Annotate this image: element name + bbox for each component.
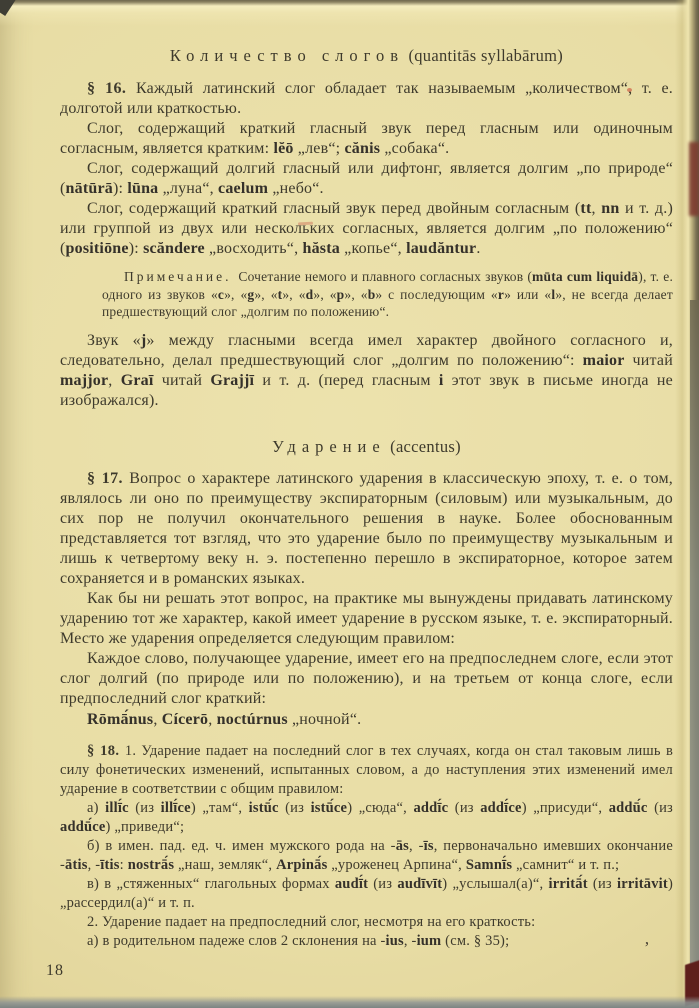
latin-word: irritā́t: [548, 875, 588, 892]
latin-word: addū́c: [608, 799, 648, 816]
heading-russian-part: Количество слогов: [169, 46, 405, 65]
item-18-1b: б) в имен. пад. ед. ч. имен мужского рода на -ās, -īs, первоначально имевших окончание -ātis, -ītis: nostrā́s „наш, земляк“, Arpinā́s „уроженец Арпина“, Samnī́s „самнит“ и т. п.;: [60, 837, 673, 873]
book-spine-red-mark: [689, 142, 699, 216]
latin-word: p: [336, 286, 345, 302]
page-number: 18: [46, 962, 64, 979]
latin-word: laudăntur: [406, 240, 477, 257]
latin-word: Grajjī: [210, 371, 255, 389]
section-mark: § 16.: [87, 80, 137, 97]
para-17-accent-nature: § 17. Вопрос о характере латинского ударения в классическую эпоху, т. е. о том, являлось ли оно по преимуществу экспираторным (силовым) или музыкальным, до сих пор не получил окончательного решения в науке. Более обоснованным представляется тот взгляд, что это ударение было по преимуществу музыкальным и лишь к четвертому веку н. э. постепенно перешло в экспираторное, которое затем сохраняется и в романских языках.: [60, 469, 674, 587]
heading-latin-part: (quantitās syllabārum): [404, 46, 564, 65]
latin-word: istū́c: [248, 799, 279, 816]
heading-syllable-quantity: [60, 46, 673, 66]
latin-word: ītis: [100, 856, 120, 873]
latin-word: addū́ce: [60, 818, 106, 835]
heading-russian-part: Ударение: [272, 436, 386, 456]
book-corner-red-mark: [685, 959, 699, 1007]
latin-word: Cícerō: [161, 710, 209, 728]
latin-word: mūta: [532, 269, 563, 284]
para-accent-rule: Каждое слово, получающее ударение, имеет его на предпоследнем слоге, если этот слог долгий (по природе или по положению), и на третьем от конца слоге, если предпоследний слог краткий:: [60, 649, 673, 707]
latin-word: cănis: [344, 140, 381, 157]
latin-word: ās: [395, 837, 410, 854]
latin-word: nātūrā: [65, 180, 113, 197]
item-18-2a: а) в родительном падеже слов 2 склонения на -ius, -ium (см. § 35);: [87, 932, 510, 949]
latin-word: addī́ce: [480, 799, 522, 816]
latin-word: j: [140, 331, 147, 349]
latin-word: majjor: [60, 371, 109, 389]
latin-word: audī́t: [334, 875, 369, 892]
latin-word: irritāvit: [617, 875, 668, 892]
latin-word: scăndere: [143, 240, 205, 257]
latin-word: ius: [385, 932, 404, 949]
para-sound-j: Звук «j» между гласными всегда имел характер двойного согласного и, следовательно, делал предшествующий слог „долгим по положению“: maior читай majjor, Graī читай Grajjī и т. д. (перед гласным i этот звук в письме иногда не изображался).: [60, 331, 673, 409]
note-muta-cum-liquida: Примечание. Сочетание немого и плавного согласных звуков (mūta cum liquidā), т. е. одного из звуков «c», «g», «t», «d», «p», «b» с последующим «r» или «l», не всегда делает предшествующий слог „долгим по положению“.: [102, 269, 674, 319]
latin-word: Rōmā́nus: [87, 710, 154, 728]
item-18-2: 2. Ударение падает на предпоследний слог, несмотря на его краткость:: [87, 913, 536, 930]
latin-word: ium: [416, 932, 442, 949]
latin-word: audīvīt: [397, 875, 443, 892]
latin-word: cum: [566, 269, 593, 284]
latin-word: caelum: [218, 180, 269, 197]
latin-word: illī́ce: [160, 799, 191, 816]
latin-word: nn: [601, 200, 620, 217]
latin-word: c: [217, 286, 225, 302]
scan-edge-top: [0, 0, 699, 26]
scan-edge-right-shadow: [690, 300, 699, 998]
latin-word: l: [551, 286, 556, 302]
para-short-syllable: Слог, содержащий краткий гласный звук перед гласным или одиночным согласным, является кратким: lĕō „лев“; cănis „собака“.: [60, 120, 673, 157]
para-long-by-position: Слог, содержащий краткий гласный звук перед двойным согласным (tt, nn и т. д.) или группой из двух или нескольких согласных, является долгим „по положению“ (positiōne): scăndere „восходить“, hăsta „копье“, laudăntur.: [60, 200, 674, 257]
latin-word: liquidā: [596, 269, 639, 284]
latin-word: nostrā́s: [127, 856, 175, 873]
latin-word: Arpinā́s: [276, 856, 328, 873]
latin-word: lūna: [127, 180, 159, 197]
para-16-intro: § 16. Каждый латинский слог обладает так называемым „количеством“, т. е. долготой или краткостью.: [60, 80, 673, 117]
para-accent-examples: Rōmā́nus, Cícerō, noctúrnus „ночной“.: [87, 710, 362, 728]
latin-word: positiōne: [65, 240, 129, 257]
latin-word: d: [305, 286, 314, 302]
latin-word: Graī: [120, 371, 154, 389]
latin-word: i: [438, 371, 444, 389]
latin-word: addī́c: [413, 799, 449, 816]
para-practical-accent: Как бы ни решать этот вопрос, на практике мы вынуждены придавать латинскому ударению тот же характер, какой имеет ударение в русском языке, т. е. экспираторный. Место же ударения определяется следующим правилом:: [60, 589, 673, 647]
section-mark: Примечание.: [124, 269, 239, 284]
latin-word: t: [277, 286, 283, 302]
scan-notch-top-left: [0, 0, 16, 16]
latin-word: lĕō: [273, 140, 294, 157]
latin-word: ātis: [65, 856, 88, 873]
latin-word: illī́c: [105, 799, 129, 816]
page-content: [60, 46, 673, 951]
item-18-1v: в) в „стяженных“ глагольных формах audī́t (из audīvīt) „услышал(а)“, irritā́t (из irritāvit) „рассердил(а)“ и т. п.: [60, 875, 673, 911]
section-mark: § 18.: [87, 742, 125, 759]
latin-word: b: [367, 286, 376, 302]
para-long-by-nature: Слог, содержащий долгий гласный или дифтонг, является долгим „по природе“ (nātūrā): lūna „луна“, caelum „небо“.: [60, 160, 673, 197]
item-18-1a: а) illī́c (из illī́ce) „там“, istū́c (из istū́ce) „сюда“, addī́c (из addī́ce) „присуди“, addū́c (из addū́ce) „приведи“;: [60, 799, 673, 835]
heading-latin-part: (accentus): [385, 436, 461, 456]
section-mark: § 17.: [87, 469, 130, 487]
latin-word: istū́ce: [310, 799, 348, 816]
latin-word: maior: [582, 351, 625, 369]
stray-print-mark: ’: [644, 938, 650, 957]
latin-word: g: [247, 286, 255, 302]
latin-word: īs: [423, 837, 434, 854]
latin-word: r: [497, 286, 505, 302]
scan-edge-bottom: [0, 996, 699, 1008]
latin-word: noctúrnus: [216, 710, 288, 728]
heading-accent: [60, 437, 673, 457]
para-18-intro: § 18. 1. Ударение падает на последний слог в тех случаях, когда он стал таковым лишь в силу фонетических изменений, испытанных словом, а до наступления этих изменений имел ударение в соответствии с общим правилом:: [60, 742, 673, 797]
latin-word: tt: [580, 200, 592, 217]
latin-word: Samnī́s: [465, 856, 513, 873]
latin-word: hăsta: [302, 240, 340, 257]
